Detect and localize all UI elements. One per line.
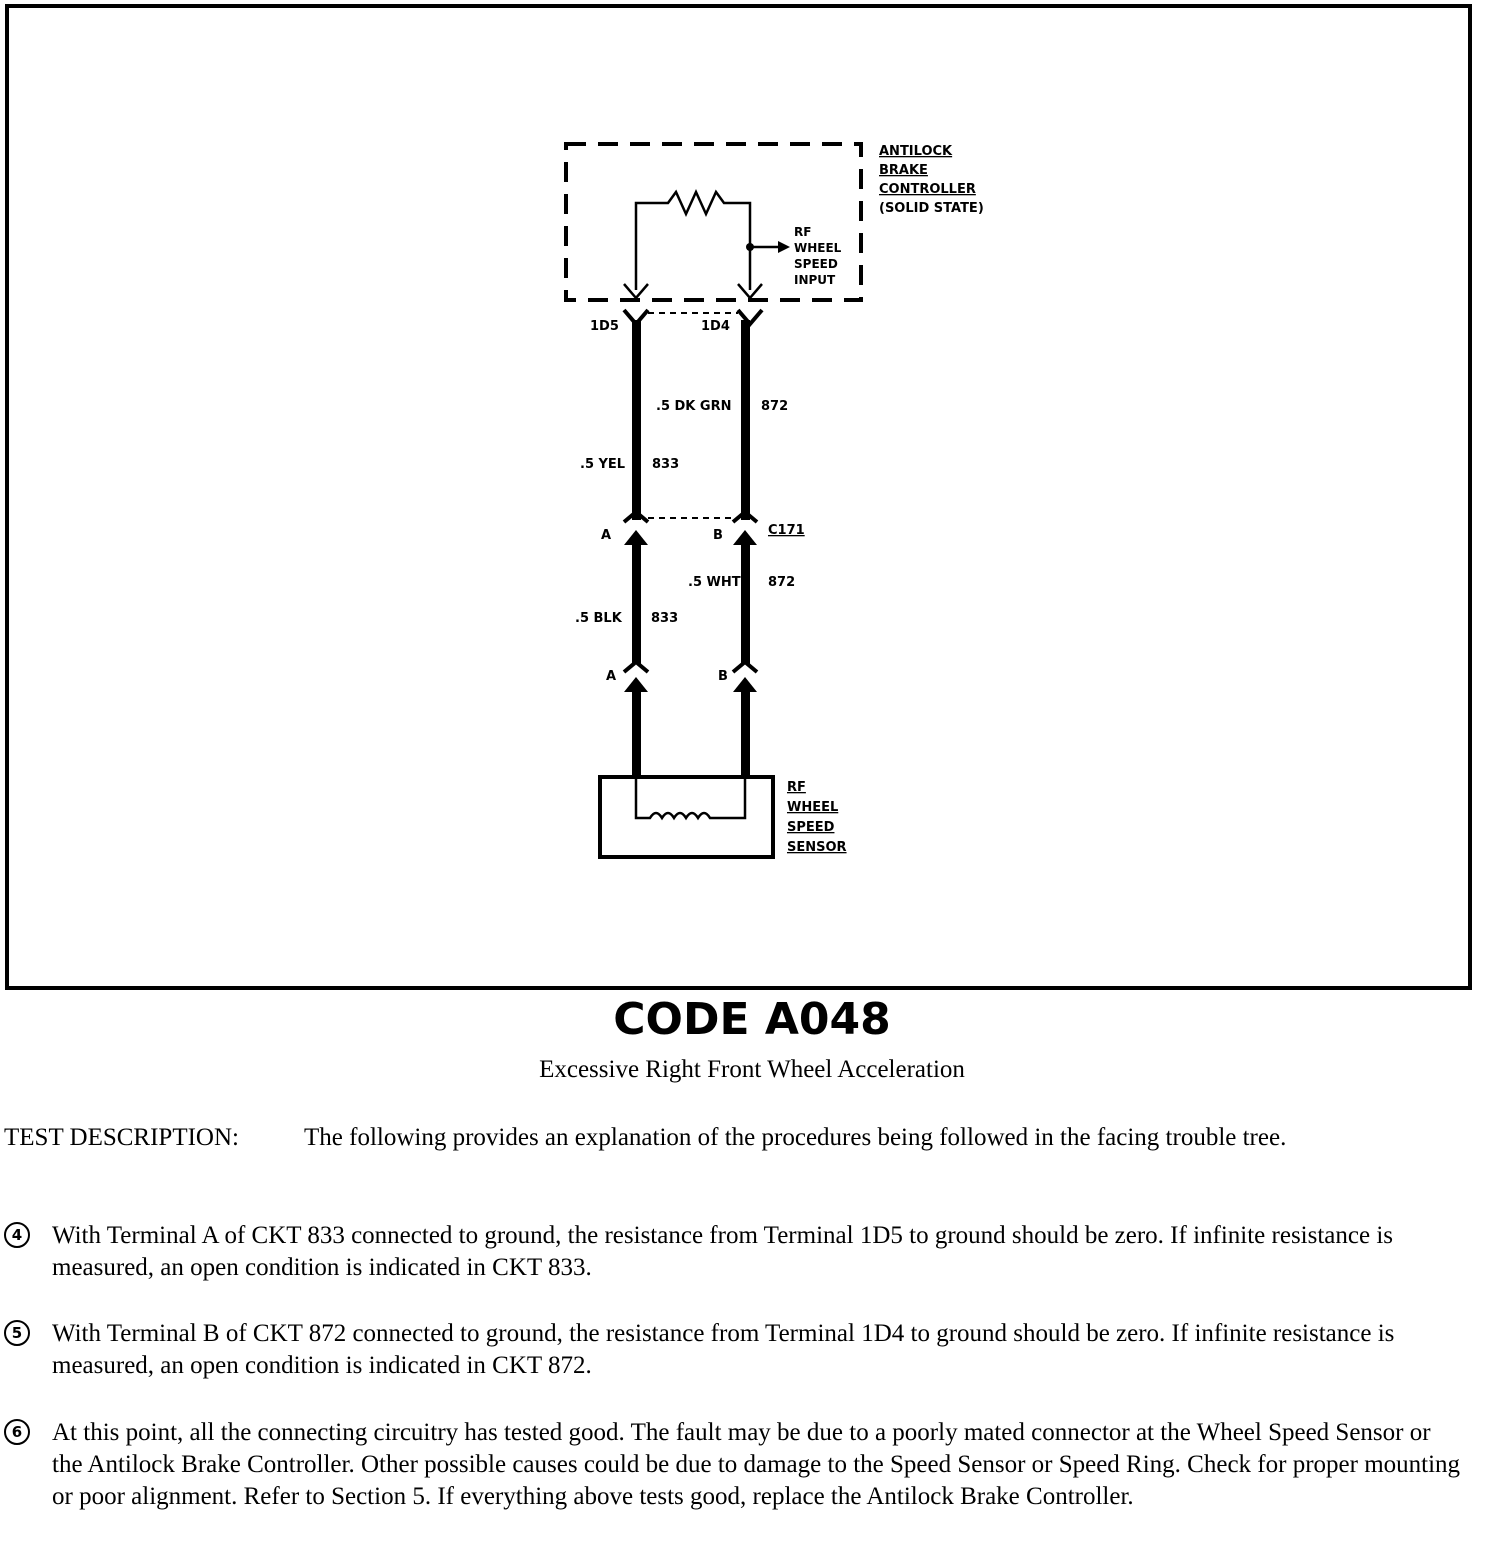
svg-text:.5 WHT: .5 WHT — [688, 575, 741, 590]
sensor-label — [787, 780, 847, 855]
resistor-icon — [624, 192, 762, 298]
wire-sensor-left — [632, 688, 641, 778]
step-6 — [4, 1417, 1464, 1513]
svg-text:WHEEL: WHEEL — [794, 241, 842, 255]
step-number-6: 6 — [4, 1419, 30, 1445]
svg-text:B: B — [718, 669, 728, 684]
svg-text:SPEED: SPEED — [787, 820, 835, 835]
svg-text:WHEEL: WHEEL — [787, 800, 839, 815]
upper-wire-labels — [580, 399, 788, 472]
svg-text:C171: C171 — [768, 523, 805, 538]
step-4 — [4, 1220, 1464, 1284]
svg-text:RF: RF — [794, 225, 812, 239]
test-description-text: The following provides an explanation of the procedures being followed in the facing trouble tree. — [304, 1124, 1287, 1151]
wire-lower-right — [741, 542, 750, 664]
test-description-label: TEST DESCRIPTION: — [4, 1124, 239, 1151]
svg-text:.5 BLK: .5 BLK — [575, 611, 622, 626]
coil-icon — [636, 778, 745, 818]
svg-text:A: A — [606, 669, 617, 684]
svg-text:(SOLID STATE): (SOLID STATE) — [879, 201, 984, 216]
svg-text:BRAKE: BRAKE — [879, 163, 928, 178]
svg-text:B: B — [713, 528, 723, 543]
svg-text:872: 872 — [761, 399, 789, 414]
connector-sensor — [624, 662, 757, 672]
svg-text:ANTILOCK: ANTILOCK — [879, 144, 953, 159]
step-number-5: 5 — [4, 1320, 30, 1346]
svg-text:SENSOR: SENSOR — [787, 840, 847, 855]
svg-text:A: A — [601, 528, 612, 543]
diagram-frame — [7, 6, 1470, 988]
step-text-5: With Terminal B of CKT 872 connected to ground, the resistance from Terminal 1D4 to ground should be zero. If infinite resistance is measured, an open condition is indicated in CKT 872. — [52, 1320, 1395, 1379]
step-number-4: 4 — [4, 1222, 30, 1248]
wire-sensor-right — [741, 688, 750, 778]
svg-text:.5 YEL: .5 YEL — [580, 457, 626, 472]
svg-text:.5 DK GRN: .5 DK GRN — [656, 399, 732, 414]
svg-text:1D5: 1D5 — [590, 319, 619, 334]
terminal-labels — [590, 319, 730, 334]
wire-lower-left — [632, 542, 641, 664]
svg-text:INPUT: INPUT — [794, 273, 836, 287]
test-description — [4, 1122, 1474, 1154]
svg-text:872: 872 — [768, 575, 796, 590]
connector-c171 — [624, 512, 757, 522]
svg-text:833: 833 — [651, 611, 679, 626]
code-subtitle: Excessive Right Front Wheel Acceleration — [539, 1056, 965, 1083]
step-text-4: With Terminal A of CKT 833 connected to ground, the resistance from Terminal 1D5 to ground should be zero. If infinite resistance is measured, an open condition is indicated in CKT 833. — [52, 1222, 1394, 1281]
step-text-6: At this point, all the connecting circuitry has tested good. The fault may be due to a poorly mated connector at the Wheel Speed Sensor or the Antilock Brake Controller. Other possible causes could be due to damage to the Speed Sensor or Speed Ring. Check for proper mounting or poor alignment. Refer to Section 5. If everything above tests good, replace the Antilock Brake Controller. — [52, 1419, 1461, 1510]
code-title: CODE A048 — [613, 994, 891, 1045]
controller-label — [879, 144, 984, 216]
svg-text:SPEED: SPEED — [794, 257, 838, 271]
input-label — [794, 225, 842, 287]
svg-text:833: 833 — [652, 457, 680, 472]
svg-text:1D4: 1D4 — [701, 319, 730, 334]
lower-wire-labels — [575, 575, 795, 626]
wire-upper-left — [632, 320, 641, 520]
wire-upper-right — [741, 320, 750, 520]
input-arrow-icon — [746, 241, 790, 253]
step-5 — [4, 1318, 1464, 1382]
svg-text:CONTROLLER: CONTROLLER — [879, 182, 976, 197]
svg-text:RF: RF — [787, 780, 806, 795]
